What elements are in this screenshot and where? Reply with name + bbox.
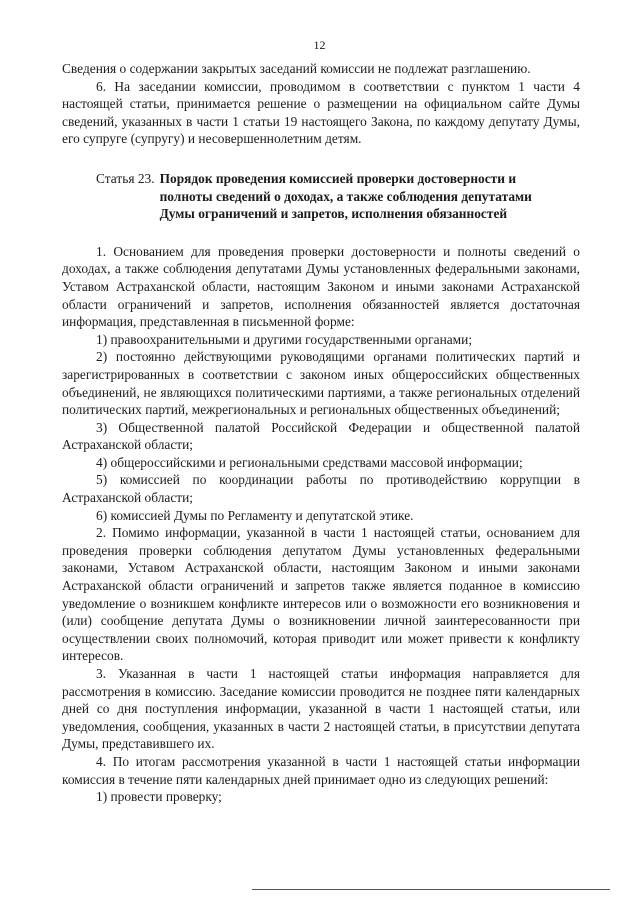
article-title [160, 170, 580, 223]
list-item-2: 2) постоянно действующими руководящими органами политических партий и зарегистрированных в соответствии с законом иных общероссийских общественных объединений, не являющихся политическими партиями, а также региональных отделений политических партий, межрегиональных и региональных общественных объединений; [62, 349, 580, 418]
paragraph-continued: Сведения о содержании закрытых заседаний комиссии не подлежат разглашению. [62, 61, 531, 76]
article-title-line: Порядок проведения комиссией проверки достоверности и [159, 170, 517, 186]
list-item-4: 4) общероссийскими и региональными средствами массовой информации; [96, 454, 523, 470]
paragraph-part-4: 4. По итогам рассмотрения указанной в части 1 настоящей статьи информации комиссия в течение пяти календарных дней принимает одно из следующих решений: [62, 753, 580, 787]
article-title-line: полноты сведений о доходах, а также соблюдения депутатами [159, 188, 532, 204]
document-body [62, 60, 580, 806]
list-item-6: 6) комиссией Думы по Регламенту и депутатской этике. [96, 507, 414, 523]
paragraph-part-1: 1. Основанием для проведения проверки достоверности и полноты сведений о доходах, а также соблюдения депутатами Думы установленных федеральными законами, Уставом Астраханской области, настоящим Законом и иными законами Астраханской области ограничений и запретов, исполнения обязанностей является достаточная информация, представленная в письменной форме: [62, 243, 580, 330]
list-item-3: 3) Общественной палатой Российской Федерации и общественной палатой Астраханской области; [62, 419, 580, 453]
paragraph-6: 6. На заседании комиссии, проводимом в соответствии с пунктом 1 части 4 настоящей статьи, принимается решение о размещении на официальном сайте Думы сведений, указанных в части 1 статьи 19 настоящего Закона, по каждому депутату Думы, его супруге (супругу) и несовершеннолетним детям. [62, 78, 580, 147]
article-title-line: Думы ограничений и запретов, исполнения обязанностей [159, 206, 508, 222]
bottom-rule-divider [252, 889, 610, 890]
article-heading [62, 170, 580, 223]
page-number: 12 [313, 38, 326, 52]
paragraph-part-2: 2. Помимо информации, указанной в части 1 настоящей статьи, основанием для проведения проверки соблюдения депутатом Думы установленных федеральными законами, Уставом Астраханской области, настоящим Законом и иными законами Астраханской области ограничений и запретов также является поданное в комиссию уведомление о возникшем конфликте интересов или о возможности его возникновения и (или) сообщение депутата Думы о возникновении личной заинтересованности при осуществлении своих полномочий, которая приводит или может привести к конфликту интересов. [62, 525, 580, 664]
decision-item-1: 1) провести проверку; [96, 789, 222, 805]
paragraph-part-3: 3. Указанная в части 1 настоящей статьи информация направляется для рассмотрения в комиссию. Заседание комиссии проводится не позднее пяти календарных дней со дня поступления информации, указанной в части 1 настоящей статьи, или уведомления, сообщения, указанных в части 2 настоящей статьи, в присутствии депутата Думы, представившего их. [62, 666, 580, 752]
article-number: Статья 23. [96, 170, 155, 186]
list-item-1: 1) правоохранительными и другими государственными органами; [96, 331, 473, 347]
list-item-5: 5) комиссией по координации работы по противодействию коррупции в Астраханской области; [62, 472, 580, 506]
